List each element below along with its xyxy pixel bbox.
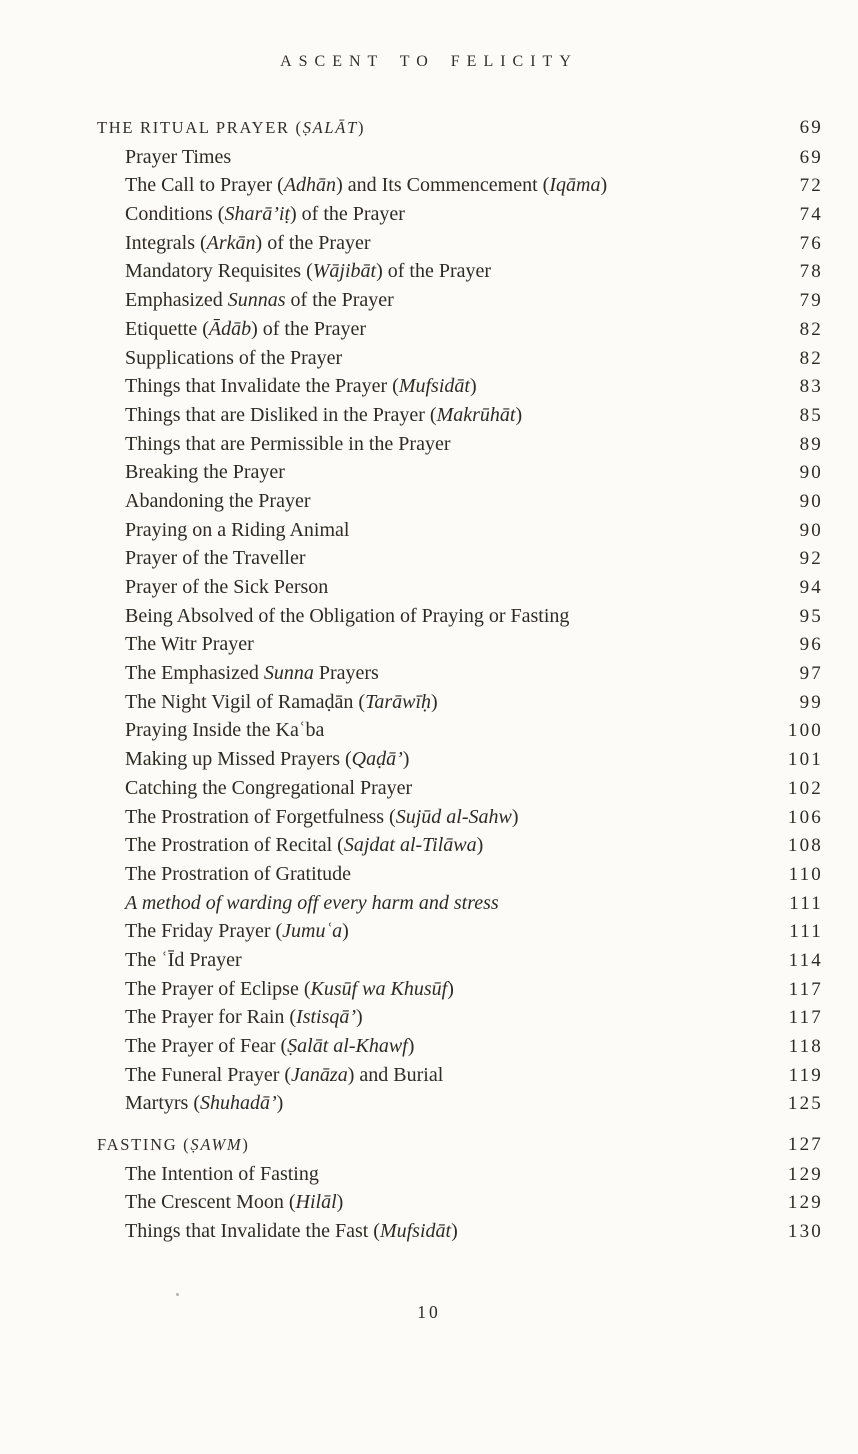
toc-item-row (97, 143, 823, 172)
toc-entry-page: 69 (799, 146, 823, 168)
toc-entry-page: 129 (787, 1163, 823, 1185)
toc-item-row (97, 716, 823, 745)
toc-entry-title: Things that Invalidate the Fast (Mufsidāt) (125, 1220, 458, 1243)
toc-item-row (97, 630, 823, 659)
toc-entry-title: The Funeral Prayer (Janāza) and Burial (125, 1063, 444, 1086)
toc-entry-page: 101 (787, 749, 823, 771)
toc-entry-page: 111 (789, 921, 823, 943)
toc-entry-page: 82 (799, 347, 823, 369)
toc-entry-page: 76 (799, 232, 823, 254)
toc-item-row (97, 1188, 823, 1217)
toc-item-row (97, 1061, 823, 1090)
toc-item-row (97, 229, 823, 258)
toc-entry-title: The Prayer for Rain (Istisqā’) (125, 1006, 363, 1029)
toc-item-row (97, 946, 823, 975)
toc-item-row (97, 257, 823, 286)
print-speck (176, 1293, 179, 1296)
toc-entry-page: 117 (788, 978, 823, 1000)
toc-entry-page: 99 (799, 691, 823, 713)
toc-entry-page: 82 (799, 318, 823, 340)
toc-entry-page: 95 (799, 605, 823, 627)
toc-entry-page: 94 (799, 577, 823, 598)
toc-entry-title: The Crescent Moon (Hilāl) (125, 1191, 344, 1214)
toc-item-row (97, 975, 823, 1004)
toc-entry-page: 111 (789, 892, 823, 914)
toc-entry-page: 90 (799, 462, 823, 484)
toc-entry-title: The Prostration of Forgetfulness (Sujūd al-Sahw) (125, 805, 519, 828)
toc-item-row (97, 315, 823, 344)
toc-entry-page: 102 (787, 777, 823, 799)
toc-item-row (97, 889, 823, 918)
toc-item-row (97, 344, 823, 373)
toc-entry-page: 127 (787, 1134, 823, 1156)
toc-entry-title: The Prayer of Eclipse (Kusūf wa Khusūf) (125, 977, 454, 1000)
toc-entry-page: 79 (799, 290, 823, 312)
toc-item-row (97, 1217, 823, 1246)
toc-entry-page: 72 (799, 175, 823, 197)
toc-entry-title: The Friday Prayer (Jumuʿa) (125, 920, 349, 943)
running-head: ASCENT TO FELICITY (280, 53, 578, 70)
toc-item-row (97, 286, 823, 315)
toc-entry-page: 108 (787, 835, 823, 857)
toc-entry-title: Things that Invalidate the Prayer (Mufsidāt) (125, 375, 477, 398)
toc-entry-title: FASTING (ṢAWM) (97, 1135, 250, 1155)
toc-item-row (97, 659, 823, 688)
toc-entry-title: The ʿĪd Prayer (125, 948, 242, 971)
toc-entry-title: The Witr Prayer (125, 633, 254, 656)
toc-item-row (97, 516, 823, 545)
toc-entry-title: THE RITUAL PRAYER (ṢALĀT) (97, 118, 366, 137)
toc-entry-page: 114 (788, 949, 823, 971)
toc-entry-page: 96 (799, 634, 823, 656)
toc-entry-page: 125 (787, 1093, 823, 1115)
toc-entry-title: The Prostration of Recital (Sajdat al-Tilāwa) (125, 834, 484, 857)
toc-entry-title: Emphasized Sunnas of the Prayer (125, 289, 394, 312)
toc-entry-title: A method of warding off every harm and stress (125, 891, 499, 914)
toc-entry-page: 90 (799, 490, 823, 512)
toc-entry-page: 92 (799, 548, 823, 570)
toc-item-row (97, 831, 823, 860)
toc-entry-title: Things that are Disliked in the Prayer (Makrūhāt) (125, 403, 523, 426)
toc-entry-title: Integrals (Arkān) of the Prayer (125, 231, 371, 254)
toc-section-row (97, 1131, 823, 1160)
toc-entry-title: Making up Missed Prayers (Qaḍā’) (125, 748, 410, 771)
toc-item-row (97, 372, 823, 401)
toc-entry-page: 89 (799, 433, 823, 455)
toc-item-row (97, 200, 823, 229)
toc-item-row (97, 917, 823, 946)
toc-item-row (97, 1160, 823, 1189)
toc-entry-title: Conditions (Sharā’iṭ) of the Prayer (125, 203, 405, 226)
toc-item-row (97, 1003, 823, 1032)
toc-item-row (97, 688, 823, 717)
toc-entry-title: Martyrs (Shuhadā’) (125, 1092, 284, 1115)
toc-item-row (97, 573, 823, 602)
toc-entry-page: 119 (788, 1064, 823, 1086)
toc-entry-title: Prayer of the Sick Person (125, 576, 329, 598)
toc-item-row (97, 602, 823, 631)
toc-entry-page: 129 (787, 1192, 823, 1214)
toc-entry-title: Being Absolved of the Obligation of Praying or Fasting (125, 604, 570, 627)
toc-item-row (97, 487, 823, 516)
toc-entry-title: Breaking the Prayer (125, 461, 285, 484)
toc-entry-title: The Prostration of Gratitude (125, 862, 352, 885)
toc-item-row (97, 860, 823, 889)
toc-entry-page: 100 (787, 720, 823, 742)
toc-entry-page: 69 (799, 117, 823, 138)
toc-entry-title: Catching the Congregational Prayer (125, 776, 413, 799)
toc-entry-title: Prayer of the Traveller (125, 547, 306, 570)
toc-entry-title: The Emphasized Sunna Prayers (125, 662, 379, 685)
toc-item-row (97, 1032, 823, 1061)
toc-entry-title: Mandatory Requisites (Wājibāt) of the Prayer (125, 260, 492, 283)
toc-entry-title: The Prayer of Fear (Ṣalāt al-Khawf) (125, 1035, 415, 1057)
toc-entry-page: 130 (787, 1221, 823, 1243)
toc-entry-page: 78 (799, 261, 823, 283)
toc-entry-page: 118 (788, 1036, 823, 1057)
toc-item-row (97, 1089, 823, 1118)
toc-item-row (97, 171, 823, 200)
toc-entry-page: 97 (799, 663, 823, 685)
toc-entry-title: Prayer Times (125, 145, 232, 168)
toc-entry-page: 110 (788, 863, 823, 885)
toc-entry-page: 90 (799, 519, 823, 541)
toc-entry-title: The Call to Prayer (Adhān) and Its Commencement (Iqāma) (125, 174, 608, 197)
toc-entry-title: Praying Inside the Kaʿba (125, 719, 325, 742)
toc-list (97, 114, 823, 1246)
toc-entry-title: Abandoning the Prayer (125, 489, 311, 512)
toc-entry-page: 106 (787, 806, 823, 828)
toc-entry-page: 85 (799, 404, 823, 426)
toc-entry-title: Etiquette (Ādāb) of the Prayer (125, 317, 367, 340)
toc-item-row (97, 401, 823, 430)
toc-entry-title: Praying on a Riding Animal (125, 518, 350, 541)
toc-item-row (97, 745, 823, 774)
toc-item-row (97, 458, 823, 487)
toc-item-row (97, 774, 823, 803)
toc-entry-title: The Night Vigil of Ramaḍān (Tarāwīḥ) (125, 690, 438, 713)
toc-section-row (97, 114, 823, 143)
toc-item-row (97, 544, 823, 573)
toc-entry-page: 74 (799, 204, 823, 226)
toc-item-row (97, 430, 823, 459)
toc-entry-title: Things that are Permissible in the Prayer (125, 432, 451, 455)
toc-entry-title: Supplications of the Prayer (125, 346, 343, 369)
toc-entry-title: The Intention of Fasting (125, 1162, 319, 1185)
toc-entry-page: 117 (788, 1007, 823, 1029)
page-number: 10 (417, 1302, 441, 1322)
toc-item-row (97, 803, 823, 832)
toc-entry-page: 83 (799, 376, 823, 398)
